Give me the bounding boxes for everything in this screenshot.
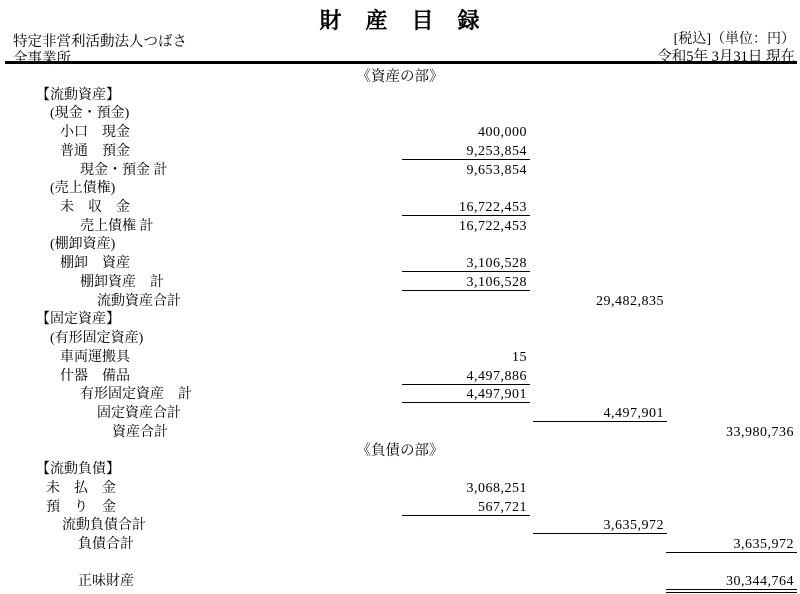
row-deposits-received [0,499,800,518]
amount-value: 567,721 [402,499,530,516]
row-fixtures-equipment [0,368,800,387]
amount-value: 3,106,528 [402,255,530,272]
group-label: (現金・預金) [50,106,130,122]
account-label: 普通 預金 [60,143,130,159]
category-label: 【流動負債】 [36,462,120,478]
row-inventory-asset [0,255,800,274]
row-petty-cash [0,124,800,143]
grand-total-label: 負債合計 [78,536,134,552]
row-tangible-fixed-assets-group [0,330,800,349]
account-label: 未 収 金 [60,200,130,216]
group-label: (売上債権) [50,181,116,197]
amount-value: 4,497,886 [402,368,530,385]
amount-value: 3,106,528 [402,274,530,291]
office-scope: 全事業所 [13,51,71,67]
page-title: 財 産 目 録 [319,8,481,33]
subtotal-label: 有形固定資産 計 [80,387,192,403]
subtotal-label: 棚卸資産 計 [80,274,164,290]
category-label: 【固定資産】 [36,312,120,328]
amount-value: 3,635,972 [666,536,797,553]
row-liabilities-grand-total [0,536,800,555]
amount-value: 16,722,453 [402,199,530,216]
net-assets-label: 正味財産 [78,574,134,590]
row-current-assets-header [0,87,800,106]
account-label: 小口 現金 [60,125,130,141]
row-inventory-subtotal [0,274,800,293]
group-label: (棚卸資産) [50,237,116,253]
organization-name: 特定非営利活動法人つばさ [13,34,187,50]
report-body [0,68,800,592]
amount-value: 9,253,854 [402,143,530,160]
spacer-row [0,555,800,574]
amount-value: 30,344,764 [666,573,797,593]
account-label: 什器 備品 [60,368,130,384]
amount-value: 9,653,854 [466,162,527,178]
account-label: 棚卸 資産 [60,256,130,272]
row-current-assets-total [0,293,800,312]
total-label: 流動資産合計 [97,293,181,309]
section-title: 《負債の部》 [356,443,444,460]
section-title: 《資産の部》 [356,69,444,85]
amount-value: 16,722,453 [459,218,527,234]
amount-value: 4,497,901 [402,386,530,403]
category-label: 【流動資産】 [36,87,120,103]
amount-value: 3,635,972 [533,517,667,534]
row-vehicles [0,349,800,368]
row-fixed-assets-total [0,405,800,424]
account-label: 車両運搬具 [60,349,130,365]
row-trade-receivables-group [0,180,800,199]
row-fixed-assets-header [0,311,800,330]
row-cash-deposits-subtotal [0,162,800,181]
row-assets-grand-total [0,424,800,443]
row-current-liabilities-total [0,517,800,536]
section-liabilities-header [0,442,800,461]
row-inventory-group [0,236,800,255]
grand-total-label: 資産合計 [112,424,168,440]
row-current-liabilities-header [0,461,800,480]
row-accounts-payable [0,480,800,499]
account-label: 預 り 金 [46,499,116,515]
group-label: (有形固定資産) [50,331,144,347]
row-accounts-receivable [0,199,800,218]
row-ordinary-deposit [0,143,800,162]
amount-value: 29,482,835 [596,293,664,309]
amount-value: 3,068,251 [466,480,527,496]
tax-unit-note: [税込]（単位：円） [673,32,795,47]
row-trade-receivables-subtotal [0,218,800,237]
account-label: 未 払 金 [46,480,116,496]
total-label: 固定資産合計 [97,405,181,421]
subtotal-label: 現金・預金 計 [80,162,168,178]
section-assets-header [0,68,800,87]
as-of-date: 令和5年 3月31日 現在 [657,49,795,65]
row-tangible-fixed-assets-subtotal [0,386,800,405]
row-net-assets [0,573,800,592]
amount-value: 4,497,901 [533,405,667,422]
total-label: 流動負債合計 [62,518,146,534]
amount-value: 15 [512,349,527,365]
amount-value: 400,000 [478,125,527,141]
header-divider [5,61,797,64]
row-cash-deposits-group [0,105,800,124]
amount-value: 33,980,736 [726,424,794,440]
subtotal-label: 売上債権 計 [80,218,154,234]
